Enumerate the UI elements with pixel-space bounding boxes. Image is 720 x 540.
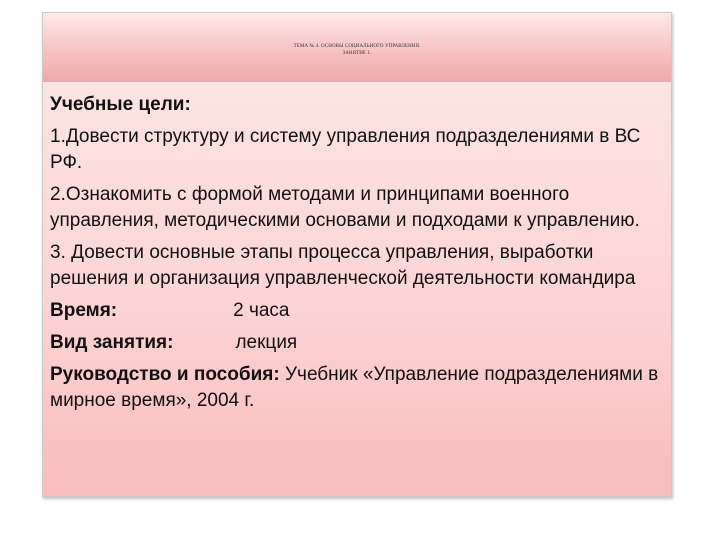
guidance-row: [50, 362, 663, 414]
slide-card: [42, 12, 672, 497]
guidance-value: Учебник «Управление подразделениями в мирное время», 2004 г.: [50, 364, 659, 411]
lesson-type-row: [50, 330, 663, 356]
time-value: 2 часа: [233, 300, 290, 321]
goals-heading: Учебные цели:: [50, 94, 191, 115]
guidance-label: Руководство и пособия:: [50, 364, 280, 385]
slide-header: [43, 13, 671, 82]
slide-body: [43, 82, 671, 414]
time-row: [50, 298, 663, 324]
topic-title: ТЕМА № 4. ОСНОВЫ СОЦИАЛЬНОГО УПРАВЛЕНИЯ.: [293, 44, 421, 49]
goal-item-3: 3. Довести основные этапы процесса управления, выработки решения и организация управленческой деятельности командира: [50, 242, 636, 289]
lesson-number: ЗАНЯТИЕ 1.: [342, 51, 372, 56]
goal-item-2: 2.Ознакомить с формой методами и принципами военного управления, методическими основами и подходами к управлению.: [50, 184, 640, 231]
goal-item-1: 1.Довести структуру и систему управления подразделениями в ВС РФ.: [50, 126, 641, 173]
lesson-type-value: лекция: [235, 332, 298, 353]
time-label: Время:: [50, 300, 118, 321]
lesson-type-label: Вид занятия:: [50, 332, 174, 353]
